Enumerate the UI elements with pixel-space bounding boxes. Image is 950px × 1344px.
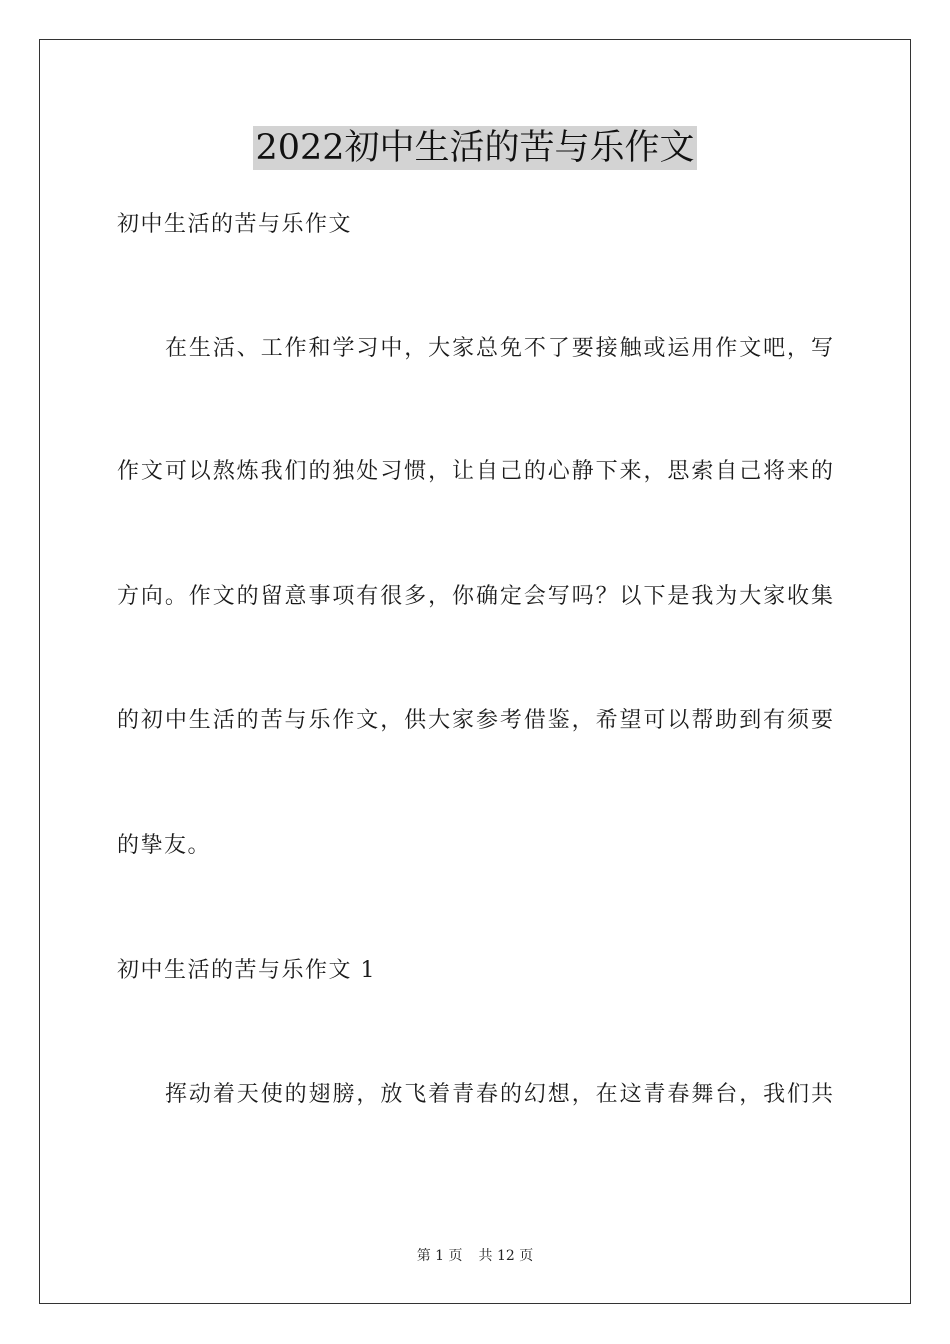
subtitle-line: 初中生活的苦与乐作文 <box>117 212 353 237</box>
page-footer <box>0 1246 950 1266</box>
paragraph-line: 在生活、工作和学习中，大家总免不了要接触或运用作文吧，写 <box>165 336 833 361</box>
paragraph-line: 的初中生活的苦与乐作文，供大家参考借鉴，希望可以帮助到有须要 <box>117 708 833 733</box>
page-total: 共 12 页 <box>478 1248 534 1264</box>
page-number: 第 1 页 <box>416 1248 463 1264</box>
paragraph-line: 作文可以熬炼我们的独处习惯，让自己的心静下来，思索自己将来的 <box>117 459 833 484</box>
section-heading: 初中生活的苦与乐作文 1 <box>117 958 376 983</box>
paragraph-line: 方向。作文的留意事项有很多，你确定会写吗？以下是我为大家收集 <box>117 584 833 609</box>
paragraph-line: 挥动着天使的翅膀，放飞着青春的幻想，在这青春舞台，我们共 <box>165 1082 833 1107</box>
document-title: 2022初中生活的苦与乐作文 <box>255 128 695 168</box>
paragraph-line: 的挚友。 <box>117 833 212 858</box>
title-container <box>0 126 950 170</box>
